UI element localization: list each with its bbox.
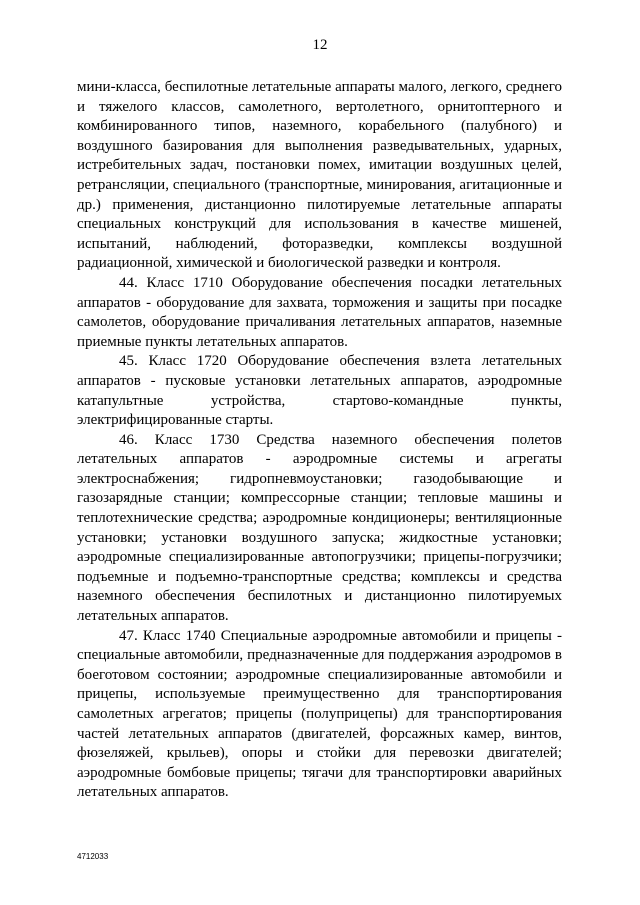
paragraph-class-1720: 45. Класс 1720 Оборудование обеспечения взлета летательных аппаратов - пусковые установки летательных аппаратов, аэродромные катапультные устройства, стартово-командные пункты, электрифицированные старты. (77, 353, 562, 429)
document-body (77, 78, 562, 803)
paragraph-continuation: мини-класса, беспилотные летательные аппараты малого, легкого, среднего и тяжелого классов, самолетного, вертолетного, орнитоптерного и комбинированного типов, наземного, корабельного (палубного) и воздушного базирования для выполнения разведывательных, ударных, истребительных задач, постановки помех, имитации воздушных целей, ретрансляции, специального (транспортные, минирования, агитационные и др.) применения, дистанционно пилотируемые летательные аппараты специальных конструкций для использования в качестве мишеней, испытаний, наблюдений, фоторазведки, комплексы воздушной радиационной, химической и биологической разведки и контроля. (77, 79, 562, 272)
paragraph-class-1710: 44. Класс 1710 Оборудование обеспечения посадки летательных аппаратов - оборудование для захвата, торможения и защиты при посадке самолетов, оборудование причаливания летательных аппаратов, наземные приемные пункты летательных аппаратов. (77, 274, 562, 350)
page-number: 12 (312, 37, 328, 53)
paragraph-class-1730: 46. Класс 1730 Средства наземного обеспечения полетов летательных аппаратов - аэродромные системы и агрегаты электроснабжения; гидропневмоустановки; газодобывающие и газозарядные станции; компрессорные станции; тепловые машины и теплотехнические средства; аэродромные кондиционеры; вентиляционные установки; установки воздушного запуска; жидкостные установки; аэродромные специализированные автопогрузчики; прицепы-погрузчики; подъемные и подъемно-транспортные средства; комплексы и средства наземного обеспечения беспилотных и дистанционно пилотируемых летательных аппаратов. (77, 431, 562, 625)
paragraph-class-1740: 47. Класс 1740 Специальные аэродромные автомобили и прицепы - специальные автомобили, предназначенные для поддержания аэродромов в боеготовом состоянии; аэродромные специализированные автомобили и прицепы, используемые преимущественно для транспортирования самолетных агрегатов; прицепы (полуприцепы) для транспортирования частей летательных аппаратов (двигателей, форсажных камер, винтов, фюзеляжей, крыльев), опоры и стойки для перевозки двигателей; аэродромные бомбовые прицепы; тягачи для транспортировки аварийных летательных аппаратов. (77, 627, 562, 801)
document-code: 4712033 (77, 852, 109, 861)
